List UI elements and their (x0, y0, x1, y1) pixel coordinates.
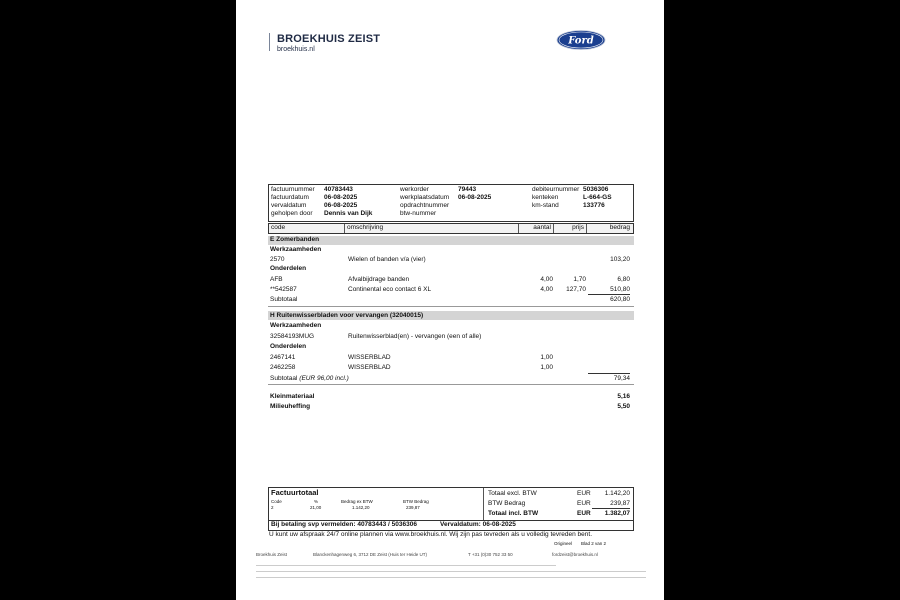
opdrachtnummer-label: opdrachtnummer (400, 202, 450, 209)
table-row-desc: Continental eco contact 6 XL (348, 286, 432, 293)
col-omschrijving: omschrijving (347, 224, 384, 231)
werkplaatsdatum-label: werkplaatsdatum (400, 194, 450, 201)
totals-bedrag-ex: 1.142,20 (352, 505, 370, 510)
section-e-subtotaal-label: Subtotaal (270, 296, 298, 303)
section-h-subtotaal-value: 79,34 (613, 375, 630, 382)
table-row-code: 32584193MUG (270, 333, 315, 340)
table-row-desc: Wielen of banden v/a (vier) (348, 256, 426, 263)
kmstand-label: km-stand (532, 202, 559, 209)
table-row-aantal: 1,00 (540, 354, 553, 361)
footer-phone: T +31 (0)30 752 33 50 (468, 552, 513, 557)
factuurtotaal-title: Factuurtotaal (271, 488, 319, 497)
totals-bedrag-ex-header: Bedrag ex BTW (341, 499, 373, 504)
section-h-subtotaal-label: Subtotaal (EUR 96,00 incl.) (270, 375, 349, 382)
company-name: BROEKHUIS ZEIST (277, 33, 381, 45)
section-e-onderdelen-label: Onderdelen (270, 265, 307, 272)
werkorder-label: werkorder (400, 186, 429, 193)
currency: EUR (577, 490, 591, 497)
svg-text:Ford: Ford (568, 35, 594, 47)
totaal-excl-value: 1.142,20 (604, 490, 630, 497)
totals-code: 2 (271, 505, 274, 510)
section-h-title: H Ruitenwisserbladen voor vervangen (32040015) (270, 312, 424, 319)
vervaldatum-value: 06-08-2025 (324, 202, 358, 209)
table-row-code: AFB (270, 276, 283, 283)
section-h-werk-label: Werkzaamheden (270, 322, 322, 329)
table-row-desc: Ruitenwisserblad(en) - vervangen (een of alle) (348, 333, 482, 340)
btw-bedrag-value: 239,87 (610, 500, 630, 507)
table-row-bedrag: 103,20 (610, 256, 630, 263)
factuurnummer-value: 40783443 (324, 186, 353, 193)
online-afspraak-note: U kunt uw afspraak 24/7 online plannen via www.broekhuis.nl. Wij zijn pas tevreden als u volledig tevreden bent. (269, 531, 593, 538)
totaal-incl-label: Totaal incl. BTW (488, 510, 539, 517)
table-row-bedrag: 510,80 (610, 286, 630, 293)
footer-fine-print-line (256, 577, 646, 578)
footer-address: Blanckenhagenweg 6, 3712 DE Zeist (Huis ter Heide UT) (313, 552, 428, 557)
table-row-code: 2462258 (270, 364, 296, 371)
footer-email: fordzeist@broekhuis.nl (552, 552, 598, 557)
milieuheffing-label: Milieuheffing (270, 403, 311, 410)
totals-pct-header: % (314, 499, 319, 504)
werkplaatsdatum-value: 06-08-2025 (458, 194, 492, 201)
ford-logo-icon (556, 30, 606, 50)
totaal-incl-value: 1.382,07 (604, 510, 630, 517)
table-row-aantal: 4,00 (540, 286, 553, 293)
factuurdatum-value: 06-08-2025 (324, 194, 358, 201)
vervaldatum-note: Vervaldatum: 06-08-2025 (440, 521, 516, 528)
totals-pct: 21,00 (310, 505, 322, 510)
table-row-code: 2467141 (270, 354, 296, 361)
footer-fine-print-line (256, 565, 556, 566)
table-row-aantal: 1,00 (540, 364, 553, 371)
kenteken-label: kenteken (532, 194, 559, 201)
section-e-header (268, 236, 634, 245)
geholpen-value: Dennis van Dijk (324, 210, 373, 217)
section-e-title: E Zomerbanden (270, 236, 320, 243)
kleinmateriaal-value: 5,16 (617, 393, 630, 400)
col-bedrag: bedrag (609, 224, 630, 231)
col-prijs: prijs (572, 224, 584, 231)
section-e-subtotaal-value: 620,80 (610, 296, 630, 303)
table-row-code: **542587 (270, 286, 297, 293)
geholpen-label: geholpen door (271, 210, 313, 217)
btw-nummer-label: btw-nummer (400, 210, 437, 217)
factuurnummer-label: factuurnummer (271, 186, 315, 193)
debiteurnummer-value: 5036306 (583, 186, 609, 193)
col-aantal: aantal (533, 224, 551, 231)
section-h-onderdelen-label: Onderdelen (270, 343, 307, 350)
table-row-prijs: 127,70 (566, 286, 586, 293)
table-row-bedrag: 6,80 (617, 276, 630, 283)
table-row-desc: WISSERBLAD (348, 364, 391, 371)
col-code: code (271, 224, 286, 231)
debiteurnummer-label: debiteurnummer (532, 186, 580, 193)
totals-btw: 239,87 (406, 505, 420, 510)
currency: EUR (577, 510, 591, 517)
company-url: broekhuis.nl (277, 46, 315, 53)
btw-bedrag-label: BTW Bedrag (488, 500, 526, 507)
currency: EUR (577, 500, 591, 507)
section-e-werk-label: Werkzaamheden (270, 246, 322, 253)
footer-company: Broekhuis Zeist (256, 552, 288, 557)
totaal-excl-label: Totaal excl. BTW (488, 490, 537, 497)
table-row-desc: Afvalbijdrage banden (348, 276, 410, 283)
invoice-page (236, 0, 664, 600)
origineel-label: Origineel (554, 541, 573, 546)
table-row-prijs: 1,70 (573, 276, 586, 283)
table-row-aantal: 4,00 (540, 276, 553, 283)
totals-btw-header: BTW Bedrag (403, 499, 429, 504)
factuurdatum-label: factuurdatum (271, 194, 309, 201)
table-row-desc: WISSERBLAD (348, 354, 391, 361)
page-number: Blad 2 van 2 (581, 541, 607, 546)
werkorder-value: 79443 (458, 186, 477, 193)
footer-fine-print-line (256, 571, 646, 572)
table-row-code: 2570 (270, 256, 285, 263)
totals-code-header: Code (271, 499, 282, 504)
betaling-note: Bij betaling svp vermelden: 40783443 / 5036306 (271, 521, 417, 528)
kmstand-value: 133776 (583, 202, 605, 209)
kenteken-value: L-664-GS (583, 194, 612, 201)
milieuheffing-value: 5,50 (617, 403, 630, 410)
kleinmateriaal-label: Kleinmateriaal (270, 393, 315, 400)
vervaldatum-label: vervaldatum (271, 202, 307, 209)
